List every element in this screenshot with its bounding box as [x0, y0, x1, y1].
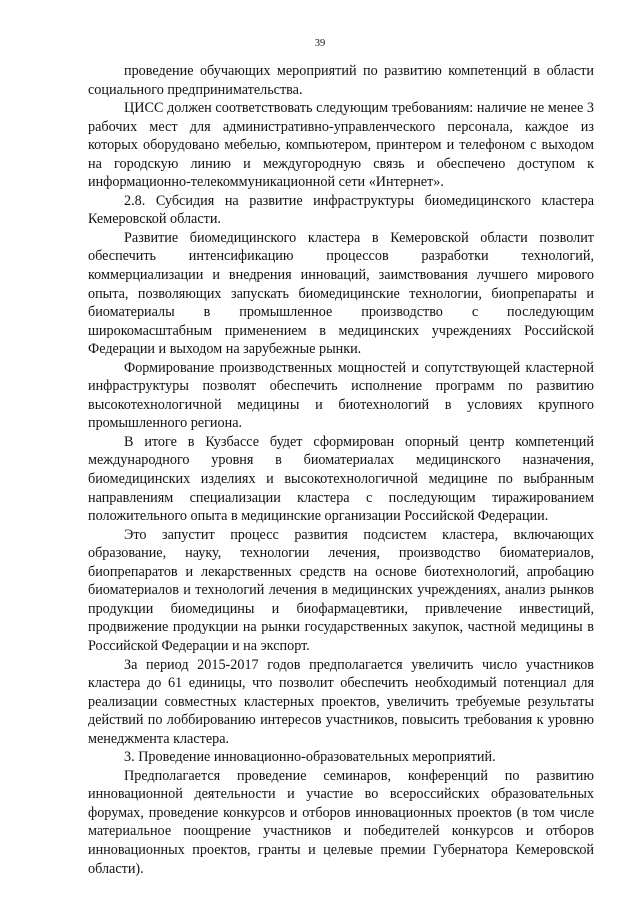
paragraph-1: проведение обучающих мероприятий по развитию компетенций в области социального предпринимательства.	[88, 63, 594, 98]
paragraph-4: Развитие биомедицинского кластера в Кемеровской области позволит обеспечить интенсификацию процессов разработки технологий, коммерциализации и внедрения инноваций, заимствования лучшего мирового опыта, позволяющих запускать биомедицинские технологии, биопрепараты и биоматериалы в промышленное производство с последующим широкомасштабным применением в медицинских учреждениях Российской Федерации и выходом на зарубежные рынки.	[88, 229, 594, 358]
document-body	[88, 62, 594, 878]
paragraph-10: Предполагается проведение семинаров, конференций по развитию инновационной деятельности и участие во всероссийских образовательных форумах, проведение конкурсов и отборов инновационных проектов (в том числе материальное поощрение участников и победителей конкурсов и отборов инновационных проектов, гранты и целевые премии Губернатора Кемеровской области).	[88, 767, 594, 877]
paragraph-2: ЦИСС должен соответствовать следующим требованиям: наличие не менее 3 рабочих мест для административно-управленческого персонала, каждое из которых оборудовано мебелью, компьютером, принтером и телефоном с выходом на городскую линию и междугородную связь и обеспечено доступом к информационно-телекоммуникационной сети «Интернет».	[88, 100, 594, 191]
paragraph-9-section-heading: 3. Проведение инновационно-образовательных мероприятий.	[124, 749, 496, 766]
paragraph-8: За период 2015-2017 годов предполагается увеличить число участников кластера до 61 единицы, что позволит обеспечить необходимый потенциал для реализации совместных кластерных проектов, увеличить требуемые результаты действий по лоббированию интересов участников, повысить требования к уровню менеджмента кластера.	[88, 656, 594, 747]
paragraph-3-section-heading: 2.8. Субсидия на развитие инфраструктуры биомедицинского кластера Кемеровской области.	[88, 192, 594, 228]
paragraph-6: В итоге в Кузбассе будет сформирован опорный центр компетенций международного уровня в биоматериалах медицинского назначения, биомедицинских изделиях и высокотехнологичной медицине по выбранным направлениям специализации кластера с последующим тиражированием положительного опыта в медицинские организации Российской Федерации.	[88, 433, 594, 525]
paragraph-7: Это запустит процесс развития подсистем кластера, включающих образование, науку, технологии лечения, производство биоматериалов, биопрепаратов и лекарственных средств на основе биотехнологий, апробацию биоматериалов и технологий лечения в медицинских учреждениях, анализ рынков продукции биомедицины и биофармацевтики, привлечение инвестиций, продвижение продукции на рынки государственных закупок, частной медицины в Российской Федерации и на экспорт.	[88, 526, 594, 654]
page-number: 39	[314, 38, 326, 49]
paragraph-5: Формирование производственных мощностей и сопутствующей кластерной инфраструктуры позволят обеспечить исполнение программ по развитию высокотехнологичной медицины и биотехнологий в условиях крупного промышленного региона.	[88, 359, 594, 432]
